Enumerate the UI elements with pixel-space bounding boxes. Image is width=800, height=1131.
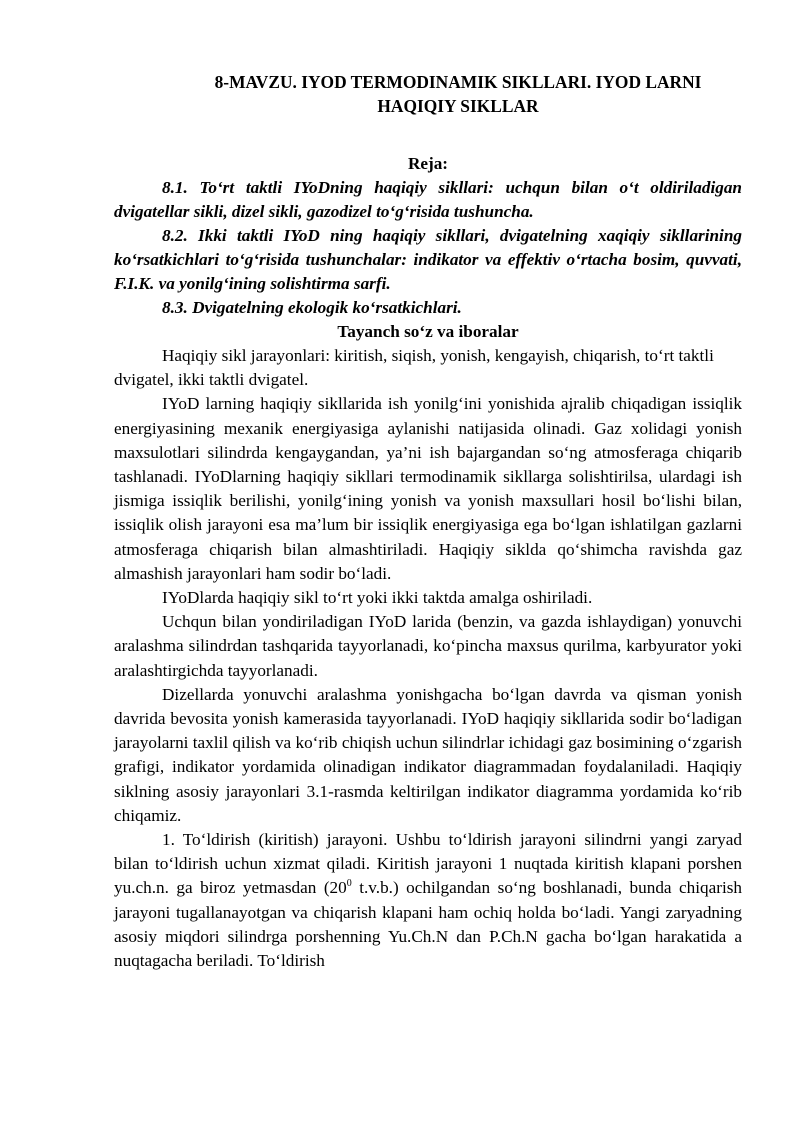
paragraph: Dizellarda yonuvchi aralashma yonishgacha bo‘lgan davrda va qisman yonish davrida bevosita yonish kamerasida tayyorlanadi. IYoD haqiqiy sikllarida sodir bo‘ladigan jarayolarni taxlil qilish va ko‘rib chiqish uchun silindrlar ichidagi gaz bosimining o‘zgarish grafigi, indikator yordamida olinadigan indikator diagrammadan foydalaniladi. Haqiqiy siklning asosiy jarayonlari 3.1-rasmda keltirilgan indikator diagramma yordamida ko‘rib chiqamiz. (114, 684, 742, 825)
paragraph: IYoDlarda haqiqiy sikl to‘rt yoki ikki taktda amalga oshiriladi. (162, 588, 593, 608)
plan-list (114, 176, 742, 320)
degree-superscript: 0 (346, 878, 352, 890)
title-line-1 (174, 70, 742, 94)
page-title (114, 70, 742, 118)
plan-item-3: 8.3. Dvigatelning ekologik ko‘rsatkichlari. (162, 298, 462, 317)
paragraph-text: 1. To‘ldirish (kiritish) jarayoni. Ushbu to‘ldirish jarayoni silindrni yangi zaryad bilan to‘ldirish uchun xizmat qiladi. Kiritish jarayoni 1 nuqtada kiritish klapani porshen yu.ch.n. ga biroz yetmasdan (20 (114, 830, 742, 898)
paragraph: IYoD larning haqiqiy sikllarida ish yonilg‘ini yonishida ajralib chiqadigan issiqlik energiyasining mexanik energiyasiga aylanishi natijasida olinadi. Gaz xolidagi yonish maxsulotlari silindrda kengaygandan, ya’ni ish bajargandan so‘ng atmosferaga chiqarib tashlanadi. IYoDlarning haqiqiy sikllari termodinamik sikllarga solishtirilsa, ulardagi ish jismiga issiqlik berilishi, yonilg‘ining yonish va yonish maxsullari hosil bo‘lishi bilan, issiqlik olish jarayoni esa ma’lum bir issiqlik energiyasiga ega bo‘lgan ishlatilgan gazlarni atmosferaga chiqarish bilan almashtiriladi. Haqiqiy siklda qo‘shimcha ravishda gaz almashish jarayonlari ham sodir bo‘ladi. (114, 394, 742, 583)
plan-item-2: 8.2. Ikki taktli IYoD ning haqiqiy sikllari, dvigatelning xaqiqiy sikllarining ko‘rsatkichlari to‘g‘risida tushunchalar: indikator va effektiv o‘rtacha bosim, quvvati, F.I.K. va yonilg‘ining solishtirma sarfi. (114, 226, 742, 293)
topic-number: 8-MAVZU (214, 72, 293, 92)
plan-heading: Reja: (407, 154, 449, 173)
document-body (114, 344, 742, 973)
paragraph-text: t.v.b.) ochilgandan so‘ng boshlanadi, bunda chiqarish jarayoni tugallanayotgan va chiqarish klapani ham ochiq holda bo‘ladi. Yangi zaryadning asosiy miqdori silindrga porshenning Yu.Ch.N dan P.Ch.N gacha bo‘lgan harakatida a nuqtagacha beriladi. To‘ldirish (114, 878, 743, 971)
title-line-2: HAQIQIY SIKLLAR (377, 96, 539, 116)
keywords-heading: Tayanch so‘z va iboralar (337, 322, 519, 341)
plan-item-1: 8.1. To‘rt taktli IYoDning haqiqiy sikllari: uchqun bilan o‘t oldiriladigan dvigatellar sikli, dizel sikli, gazodizel to‘g‘risida tushuncha. (114, 178, 742, 221)
title-line-1-text: . IYOD TERMODINAMIK SIKLLARI. IYOD LARNI (292, 72, 702, 92)
paragraph: Uchqun bilan yondiriladigan IYoD larida (benzin, va gazda ishlaydigan) yonuvchi aralashma silindrdan tashqarida tayyorlanadi, ko‘pincha maxsus qurilma, karbyurator yoki aralashtirgichda tayyorlanadi. (114, 612, 742, 680)
paragraph (114, 828, 742, 973)
keywords-text: Haqiqiy sikl jarayonlari: kiritish, siqish, yonish, kengayish, chiqarish, to‘rt taktli dvigatel, ikki taktli dvigatel. (114, 346, 714, 390)
